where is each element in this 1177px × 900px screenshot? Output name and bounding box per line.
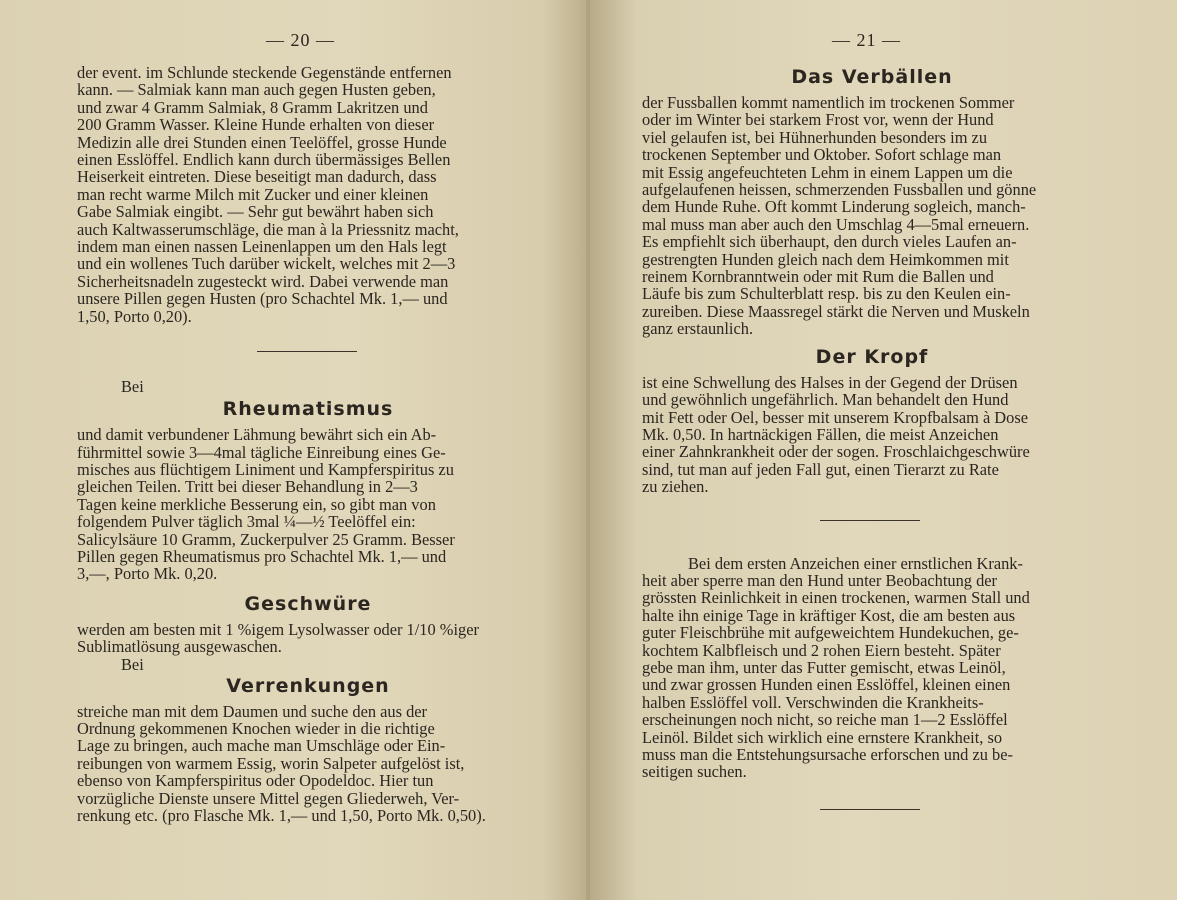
page-number-left: — 20 — bbox=[266, 30, 335, 50]
heading-verballen: Das Verbällen bbox=[791, 66, 953, 88]
left-page-content bbox=[77, 64, 539, 824]
paragraph-rheumatismus: und damit verbundener Lähmung bewährt sich ein Ab- führmittel sowie 3—4mal tägliche Einreibung eines Ge- misches aus flüchtigem Liniment und Kampferspiritus zu gleichen Teilen. Tritt bei dieser Behandlung in 2—3 Tagen keine merkliche Besserung ein, so gibt man von folgendem Pulver täglich 3mal ¼—½ Teelöffel ein: Salicylsäure 10 Gramm, Zuckerpulver 25 Gramm. Besser Pillen gegen Rheumatismus pro Schachtel Mk. 1,— und 3,—, Porto Mk. 0,20. bbox=[77, 425, 455, 584]
section-divider bbox=[820, 809, 920, 810]
paragraph-husten: der event. im Schlunde steckende Gegenstände entfernen kann. — Salmiak kann man auch gegen Husten geben, und zwar 4 Gramm Salmiak, 8 Gramm Lakritzen und 200 Gramm Wasser. Kleine Hunde erhalten von dieser Medizin alle drei Stunden einen Teelöffel, grosse Hunde einen Esslöffel. Endlich kann durch übermässiges Bellen Heiserkeit eintreten. Diese beseitigt man dadurch, dass man recht warme Milch mit Zucker und einer kleinen Gabe Salmiak eingibt. — Sehr gut bewährt haben sich auch Kaltwasserumschläge, die man à la Priessnitz macht, indem man einen nassen Leinenlappen um den Hals legt und ein wollenes Tuch darüber wickelt, welches mit 2—3 Sicherheitsnadeln zugesteckt wird. Dabei verwende man unsere Pillen gegen Husten (pro Schachtel Mk. 1,— und 1,50, Porto 0,20). bbox=[77, 63, 459, 326]
bei-label: Bei bbox=[121, 377, 144, 397]
heading-geschwuere: Geschwüre bbox=[244, 592, 372, 615]
right-page bbox=[590, 0, 1177, 900]
section-divider bbox=[257, 351, 357, 352]
paragraph-verrenkungen: streiche man mit dem Daumen und suche den aus der Ordnung gekommenen Knochen wieder in die richtige Lage zu bringen, auch mache man Umschläge oder Ein- reibungen von warmem Essig, worin Salpeter aufgelöst ist, ebenso von Kampferspiritus oder Opodeldoc. Hier tun vorzügliche Dienste unsere Mittel gegen Gliederweh, Ver- renkung etc. (pro Flasche Mk. 1,— und 1,50, Porto Mk. 0,50). bbox=[77, 701, 486, 825]
paragraph-kropf: ist eine Schwellung des Halses in der Gegend der Drüsen und gewöhnlich ungefährlich. Man behandelt den Hund mit Fett oder Oel, besser mit unserem Kropfbalsam à Dose Mk. 0,50. In hartnäckigen Fällen, die meist Anzeichen einer Zahnkrankheit oder der sogen. Froschlaichgeschwüre sind, tut man auf jeden Fall gut, einen Tierarzt zu Rate zu ziehen. bbox=[642, 372, 1030, 497]
heading-kropf: Der Kropf bbox=[815, 345, 929, 368]
heading-rheumatismus: Rheumatismus bbox=[222, 398, 394, 421]
page-number-right: — 21 — bbox=[832, 30, 901, 50]
section-divider bbox=[820, 520, 920, 521]
paragraph-geschwuere: werden am besten mit 1 %igem Lysolwasser oder 1/10 %iger Sublimatlösung ausgewaschen. bbox=[77, 619, 479, 657]
heading-verrenkungen: Verrenkungen bbox=[226, 674, 390, 697]
paragraph-verballen: der Fussballen kommt namentlich im trockenen Sommer oder im Winter bei starkem Frost vor, wenn der Hund viel gelaufen ist, bei Hühnerhunden besonders im zu trockenen September und Oktober. Sofort schlage man mit Essig angefeuchteten Lehm in einem Lappen um die aufgelaufenen heissen, schmerzenden Fussballen und gönne dem Hunde Ruhe. Oft kommt Linderung sogleich, manch- mal muss man aber auch den Umschlag 4—5mal erneuern. Es empfiehlt sich überhaupt, den durch vieles Laufen an- gestrengten Hunden gleich nach dem Heimkommen mit reinem Kornbranntwein oder mit Rum die Ballen und Läufe bis zum Schulterblatt resp. bis zu den Keulen ein- zureiben. Diese Maassregel stärkt die Nerven und Muskeln ganz erstaunlich. bbox=[642, 93, 1037, 339]
bei-label: Bei bbox=[121, 654, 144, 674]
paragraph-krankheit: Bei dem ersten Anzeichen einer ernstlichen Krank- heit aber sperre man den Hund unter Beobachtung der grössten Reinlichkeit in einen trockenen, warmen Stall und halte ihn einige Tage in kräftiger Kost, die am besten aus guter Fleischbrühe mit aufgeweichtem Hundekuchen, ge- kochtem Kalbfleisch und 2 rohen Eiern besteht. Später gebe man ihm, unter das Futter gemischt, etwas Leinöl, und zwar grossen Hunden einen Esslöffel, kleinen einen halben Esslöffel voll. Verschwinden die Krankheits- erscheinungen noch nicht, so reiche man 1—2 Esslöffel Leinöl. Bildet sich wirklich eine ernstere Krankheit, so muss man die Entstehungsursache erforschen und zu be- seitigen suchen. bbox=[642, 553, 1030, 782]
right-page-content bbox=[642, 64, 1102, 810]
